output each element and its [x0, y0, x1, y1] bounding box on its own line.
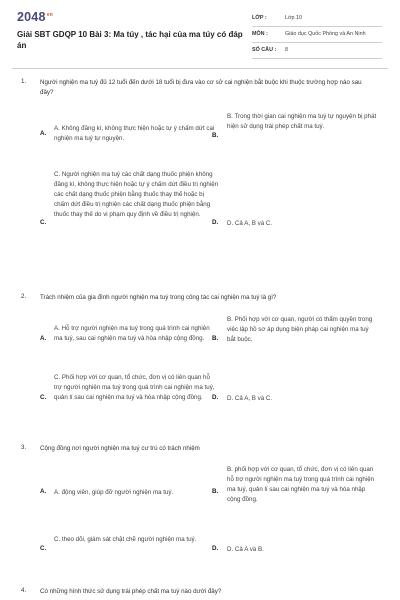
question-number: 3.	[21, 444, 27, 451]
option-b-label[interactable]: B.	[212, 488, 219, 495]
option-b[interactable]: B. phối hợp với cơ quan, tổ chức, đơn vị có liên quan hỗ trợ người nghiện ma tuý trong quá trình cai nghiện ma tuý, quản lí sau cai nghiện ma tuý và hòa nhập cộng đồng.	[227, 466, 375, 503]
meta-subject-label: MÔN :	[252, 31, 268, 37]
option-d-label[interactable]: D.	[212, 545, 219, 552]
meta-class	[252, 12, 382, 27]
meta-subject-value: Giáo dục Quốc Phòng và An Ninh	[285, 31, 366, 37]
option-b[interactable]: B. Phối hợp với cơ quan, người có thẩm quyền trong việc lập hồ sơ áp dụng biện pháp cai nghiện ma tuý bắt buộc.	[227, 316, 373, 343]
question-text: Có những hình thức sử dụng trái phép chất ma tuý nào dưới đây?	[40, 588, 222, 595]
question-text: Trách nhiệm của gia đình người nghiện ma tuý trong công tác cai nghiện ma tuý là gì?	[40, 294, 277, 301]
option-a[interactable]: A. Hỗ trợ người nghiện ma tuý trong quá trình cai nghiện ma tuý, sau cai nghiện ma tuý và hòa nhập cộng đồng.	[54, 325, 210, 342]
option-b[interactable]: B. Trong thời gian cai nghiện ma tuý tự nguyện bị phát hiện sử dụng trái phép chất ma tuý.	[227, 113, 377, 130]
question-number: 4.	[21, 587, 27, 594]
question-number: 1.	[21, 78, 27, 85]
option-d[interactable]: D. Cả A, B và C.	[227, 220, 273, 227]
site-logo[interactable]	[17, 10, 53, 24]
divider	[252, 26, 382, 27]
option-c[interactable]: C. Người nghiện ma tuý các chất dạng thuốc phiện không đăng kí, không thực hiện hoặc tự ý chấm dứt điều trị nghiện các chất dạng thuốc phiện bằng thuốc thay thế hoặc bị chấm dứt điều trị nghiện các chất dạng thuốc phiện bằng thuốc thay thế do vi phạm quy định về điều trị nghiện.	[54, 171, 219, 218]
logo-suffix: vn	[46, 11, 53, 18]
option-c-label[interactable]: C.	[40, 545, 47, 552]
option-a-label[interactable]: A.	[40, 335, 47, 342]
page-title: Giải SBT GDQP 10 Bài 3: Ma túy , tác hại của ma túy có đáp án	[17, 30, 243, 50]
meta-class-value: Lớp 10	[285, 15, 303, 21]
question-number: 2.	[21, 293, 27, 300]
option-c[interactable]: C. Phối hợp với cơ quan, tổ chức, đơn vị có liên quan hỗ trợ người nghiện ma tuý trong quá trình cai nghiện ma tuý, quản lí sau cai nghiện ma tuý và hòa nhập cộng đồng.	[54, 374, 215, 401]
option-a[interactable]: A. Không đăng kí, không thực hiện hoặc tự ý chấm dứt cai nghiện ma tuý tự nguyện.	[54, 125, 215, 142]
meta-count-label: SỐ CÂU :	[252, 47, 277, 53]
option-c-label[interactable]: C.	[40, 394, 47, 401]
meta-class-label: LỚP :	[252, 15, 267, 21]
option-b-label[interactable]: B.	[212, 335, 219, 342]
meta-count	[252, 44, 382, 59]
option-a[interactable]: A. động viên, giúp đỡ người nghiện ma tuý.	[54, 489, 174, 496]
option-a-label[interactable]: A.	[40, 130, 47, 137]
option-c[interactable]: C. theo dõi, giám sát chặt chẽ người nghiện ma tuý.	[54, 536, 197, 543]
option-d[interactable]: D. Cả A và B.	[227, 546, 264, 553]
meta-subject	[252, 28, 382, 43]
option-a-label[interactable]: A.	[40, 488, 47, 495]
option-b-label[interactable]: B.	[212, 132, 219, 139]
meta-count-value: 8	[285, 47, 288, 53]
option-d[interactable]: D. Cả A, B và C.	[227, 395, 273, 402]
divider	[252, 42, 382, 43]
logo-text: 2048	[17, 10, 46, 24]
option-d-label[interactable]: D.	[212, 219, 219, 226]
question-text: Người nghiện ma tuý đủ 12 tuổi đến dưới 18 tuổi bị đưa vào cơ sở cai nghiện bắt buộc khi thuộc trường hợp nào sau đây?	[40, 79, 362, 96]
question-text: Cộng đồng nơi người nghiện ma tuý cư trú có trách nhiệm	[40, 445, 200, 452]
header-divider	[12, 68, 388, 69]
option-d-label[interactable]: D.	[212, 394, 219, 401]
header	[0, 0, 400, 68]
divider	[252, 58, 382, 59]
option-c-label[interactable]: C.	[40, 219, 47, 226]
